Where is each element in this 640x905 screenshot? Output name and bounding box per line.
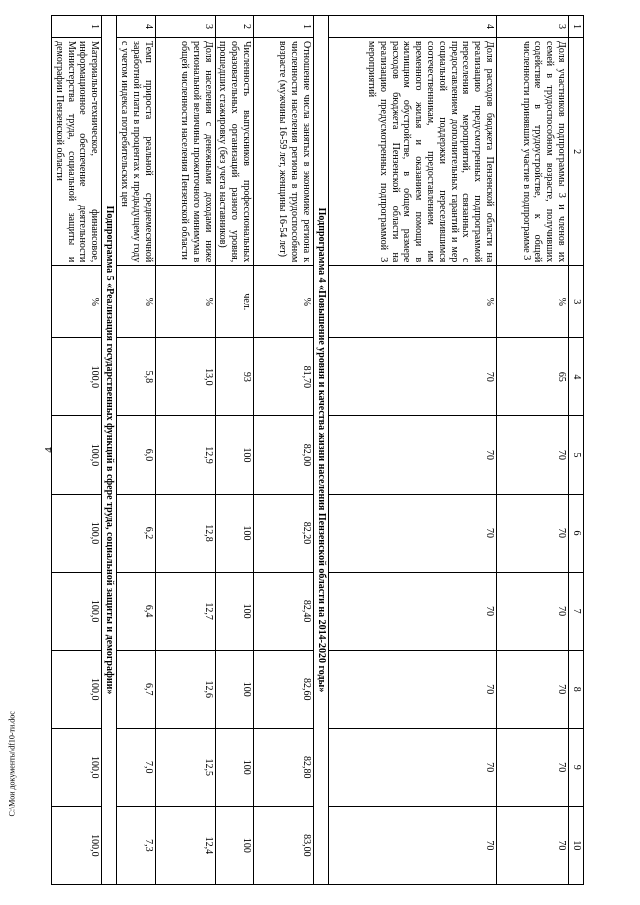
unit-cell: %: [329, 266, 497, 338]
value-cell: 65: [497, 338, 569, 416]
value-cell: 12,9: [155, 416, 215, 494]
value-cell: 70: [329, 494, 497, 572]
table-row: [155, 16, 215, 885]
row-number: 4: [329, 16, 497, 38]
value-cell: 6,2: [117, 494, 155, 572]
unit-cell: %: [155, 266, 215, 338]
indicator-name: Численность выпускников профессиональных образовательных организаций разного уровня, прошедших стажировку (без учета наставников): [215, 38, 253, 266]
value-cell: 12,5: [155, 728, 215, 806]
row-number: 1: [254, 16, 314, 38]
value-cell: 100: [215, 416, 253, 494]
value-cell: 100: [215, 572, 253, 650]
value-cell: 100,0: [52, 728, 102, 806]
table-row: [117, 16, 155, 885]
unit-cell: чел.: [215, 266, 253, 338]
value-cell: 70: [497, 416, 569, 494]
row-number: 3: [497, 16, 569, 38]
value-cell: 6,0: [117, 416, 155, 494]
value-cell: 70: [497, 650, 569, 728]
value-cell: 70: [329, 338, 497, 416]
unit-cell: %: [52, 266, 102, 338]
indicator-name: Доля населения с денежными доходами ниже региональной величины прожиточного минимума в общей численности населения Пензенской области: [155, 38, 215, 266]
value-cell: 7,3: [117, 806, 155, 884]
indicator-name: Доля расходов бюджета Пензенской области на реализацию предусмотренных подпрограммой переселения мероприятий, связанных с предоставлением дополнительных гарантий и мер социальной поддержки переселившимся соотечественникам, предоставлением им временного жилья и оказанием помощи в жилищном обустройстве, в общем размере расходов бюджета Пензенской области на реализацию предусмотренных подпрограммой 3 мероприятий: [329, 38, 497, 266]
column-number: 8: [569, 650, 584, 728]
file-path-footer: C:\Мои документы\df10-ти.doc: [7, 711, 17, 817]
value-cell: 6,4: [117, 572, 155, 650]
column-number: 4: [569, 338, 584, 416]
value-cell: 100: [215, 728, 253, 806]
value-cell: 70: [329, 416, 497, 494]
column-number: 7: [569, 572, 584, 650]
table-row: [52, 16, 102, 885]
indicator-name: Темп прироста реальной среднемесячной заработной платы в процентах к предыдущему году с учетом индекса потребительских цен: [117, 38, 155, 266]
indicator-name: Отношение числа занятых в экономике региона к численности населения региона в трудоспособном возрасте (мужчины 16-59 лет, женщины 16-54 лет): [254, 38, 314, 266]
value-cell: 82,40: [254, 572, 314, 650]
value-cell: 100,0: [52, 572, 102, 650]
value-cell: 70: [497, 728, 569, 806]
table-row: [254, 16, 314, 885]
value-cell: 70: [329, 806, 497, 884]
value-cell: 83,00: [254, 806, 314, 884]
value-cell: 81,70: [254, 338, 314, 416]
value-cell: 70: [329, 728, 497, 806]
column-number: 1: [569, 16, 584, 38]
value-cell: 5,8: [117, 338, 155, 416]
value-cell: 70: [329, 572, 497, 650]
indicator-name: Доля участников подпрограммы 3 и членов их семей в трудоспособном возрасте, получивших содействие в трудоустройстве, к общей численности принявших участие в подпрограмме 3: [497, 38, 569, 266]
column-number: 5: [569, 416, 584, 494]
table-row: [497, 16, 569, 885]
value-cell: 100,0: [52, 494, 102, 572]
value-cell: 70: [497, 806, 569, 884]
unit-cell: %: [117, 266, 155, 338]
value-cell: 70: [497, 572, 569, 650]
subprogram-heading: Подпрограмма 5 «Реализация государственных функций в сфере труда, социальной защиты и демографии»: [102, 16, 117, 885]
column-number: 3: [569, 266, 584, 338]
value-cell: 70: [329, 650, 497, 728]
indicator-name: Материально-техническое, финансовое, информационное обеспечение деятельности Министерства труда, социальной защиты и демографии Пензенской области: [52, 38, 102, 266]
value-cell: 12,6: [155, 650, 215, 728]
column-number-row: [569, 16, 584, 885]
value-cell: 100,0: [52, 650, 102, 728]
value-cell: 93: [215, 338, 253, 416]
value-cell: 82,80: [254, 728, 314, 806]
row-number: 2: [215, 16, 253, 38]
value-cell: 70: [497, 494, 569, 572]
row-number: 3: [155, 16, 215, 38]
value-cell: 12,8: [155, 494, 215, 572]
value-cell: 100,0: [52, 338, 102, 416]
indicators-table-rotated: [53, 15, 584, 885]
row-number: 1: [52, 16, 102, 38]
subprogram-heading: Подпрограмма 4 «Повышение уровня и качества жизни населения Пензенской области на 2014-2020 годы»: [314, 16, 329, 885]
value-cell: 12,4: [155, 806, 215, 884]
value-cell: 100,0: [52, 806, 102, 884]
value-cell: 7,0: [117, 728, 155, 806]
value-cell: 82,00: [254, 416, 314, 494]
subprogram-heading-row: [102, 16, 117, 885]
value-cell: 13,0: [155, 338, 215, 416]
unit-cell: %: [254, 266, 314, 338]
value-cell: 100,0: [52, 416, 102, 494]
table-row: [329, 16, 497, 885]
value-cell: 82,20: [254, 494, 314, 572]
subprogram-heading-row: [314, 16, 329, 885]
value-cell: 12,7: [155, 572, 215, 650]
column-number: 10: [569, 806, 584, 884]
column-number: 6: [569, 494, 584, 572]
page-number: 4: [42, 447, 55, 453]
value-cell: 82,60: [254, 650, 314, 728]
value-cell: 6,7: [117, 650, 155, 728]
value-cell: 100: [215, 650, 253, 728]
unit-cell: %: [497, 266, 569, 338]
column-number: 2: [569, 38, 584, 266]
table-row: [215, 16, 253, 885]
indicators-table: [51, 15, 584, 885]
row-number: 4: [117, 16, 155, 38]
value-cell: 100: [215, 494, 253, 572]
column-number: 9: [569, 728, 584, 806]
value-cell: 100: [215, 806, 253, 884]
